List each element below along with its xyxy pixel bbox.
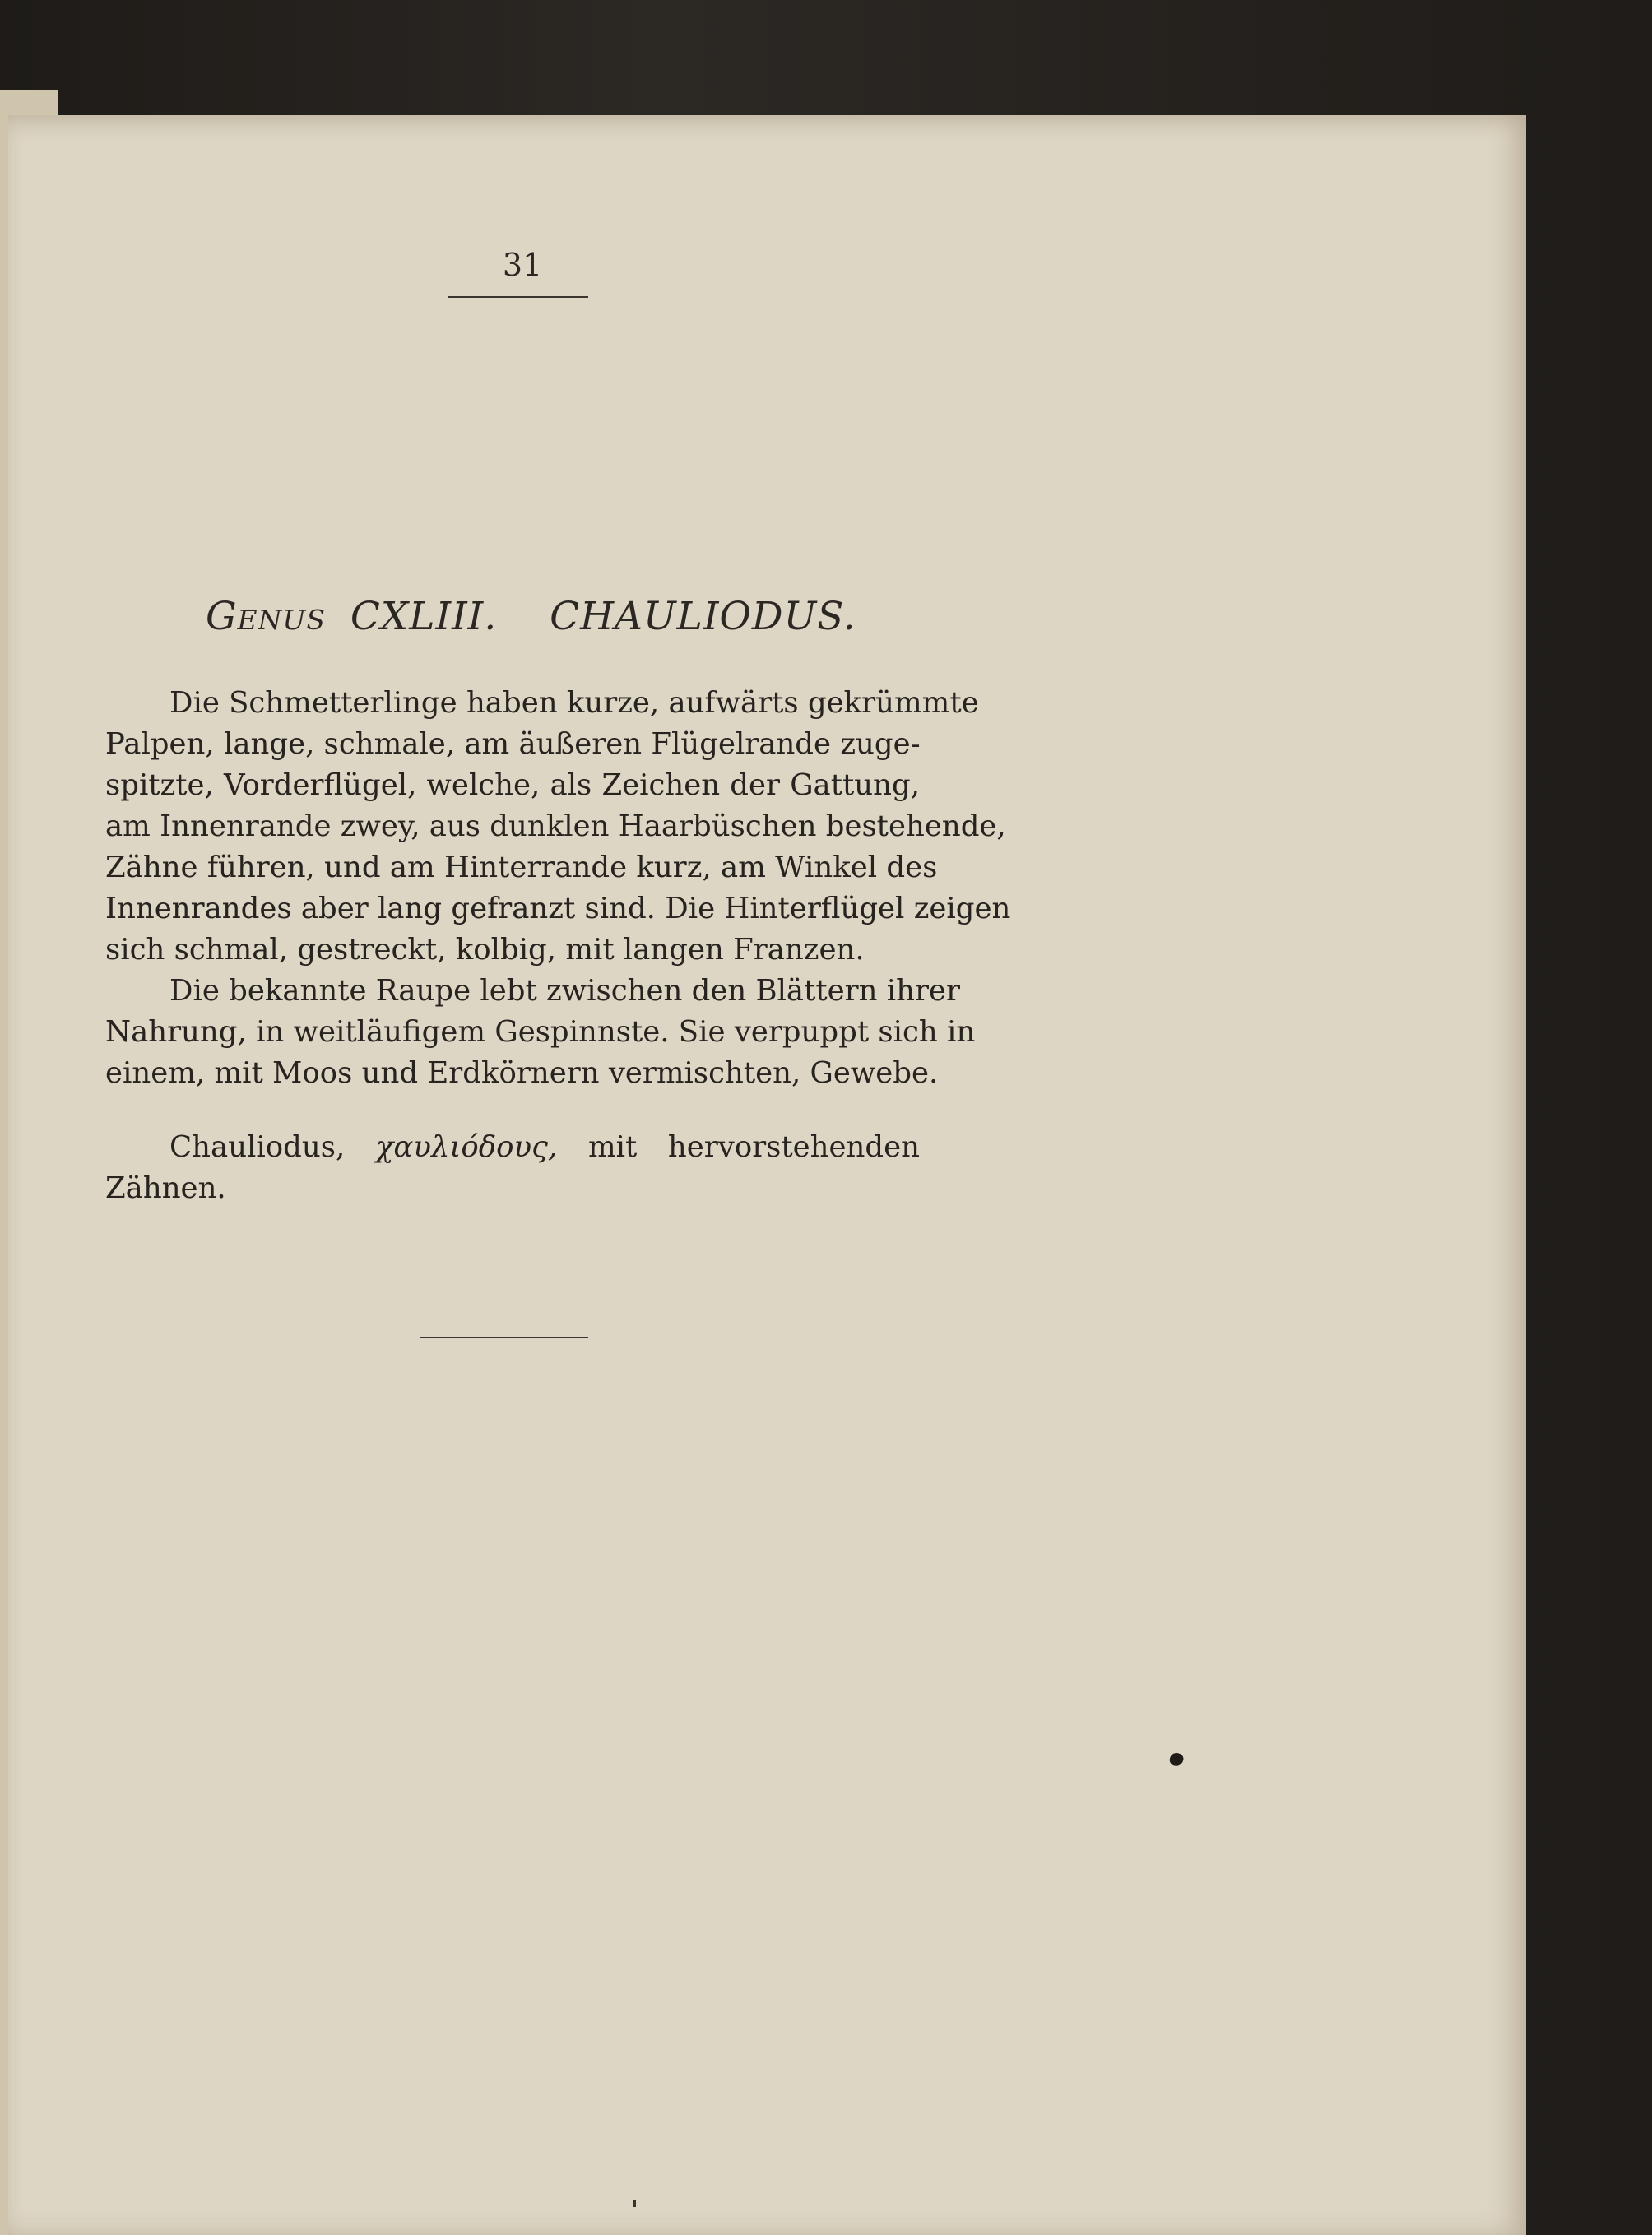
paragraph-description [105, 683, 1011, 971]
paragraph-etymology [105, 1127, 920, 1209]
text-line: Zähnen. [105, 1171, 226, 1205]
latin-name: Chauliodus, [169, 1130, 346, 1164]
text-line: sich schmal, gestreckt, kolbig, mit langen Franzen. [105, 933, 865, 967]
text-line [105, 1127, 920, 1168]
closing-rule [420, 1337, 588, 1338]
page-number: 31 [502, 247, 543, 283]
greek-name: χαυλιόδους, [375, 1130, 558, 1164]
genus-label: Genus [206, 594, 326, 639]
text-line: Nahrung, in weitläufigem Gespinnste. Sie verpuppt sich in [105, 1015, 976, 1049]
etymology-text: mit hervorstehenden [587, 1130, 920, 1164]
text-line: Palpen, lange, schmale, am äußeren Flügelrande zuge- [105, 727, 921, 761]
ink-speck [633, 2200, 636, 2207]
text-line: Die bekannte Raupe lebt zwischen den Blättern ihrer [169, 974, 960, 1008]
genus-name: CHAULIODUS. [550, 594, 856, 639]
genus-heading [206, 594, 963, 639]
text-line: einem, mit Moos und Erdkörnern vermischten, Gewebe. [105, 1056, 939, 1090]
text-line: am Innenrande zwey, aus dunklen Haarbüschen bestehende, [105, 809, 1006, 843]
genus-number: CXLIII. [350, 594, 498, 639]
text-line: spitzte, Vorderflügel, welche, als Zeichen der Gattung, [105, 768, 920, 802]
header-rule [448, 296, 588, 298]
paragraph-larva [105, 971, 976, 1094]
text-line: Zähne führen, und am Hinterrande kurz, am Winkel des [105, 851, 938, 884]
text-line: Innenrandes aber lang gefranzt sind. Die Hinterflügel zeigen [105, 892, 1011, 925]
text-line: Die Schmetterlinge haben kurze, aufwärts gekrümmte [169, 686, 979, 720]
